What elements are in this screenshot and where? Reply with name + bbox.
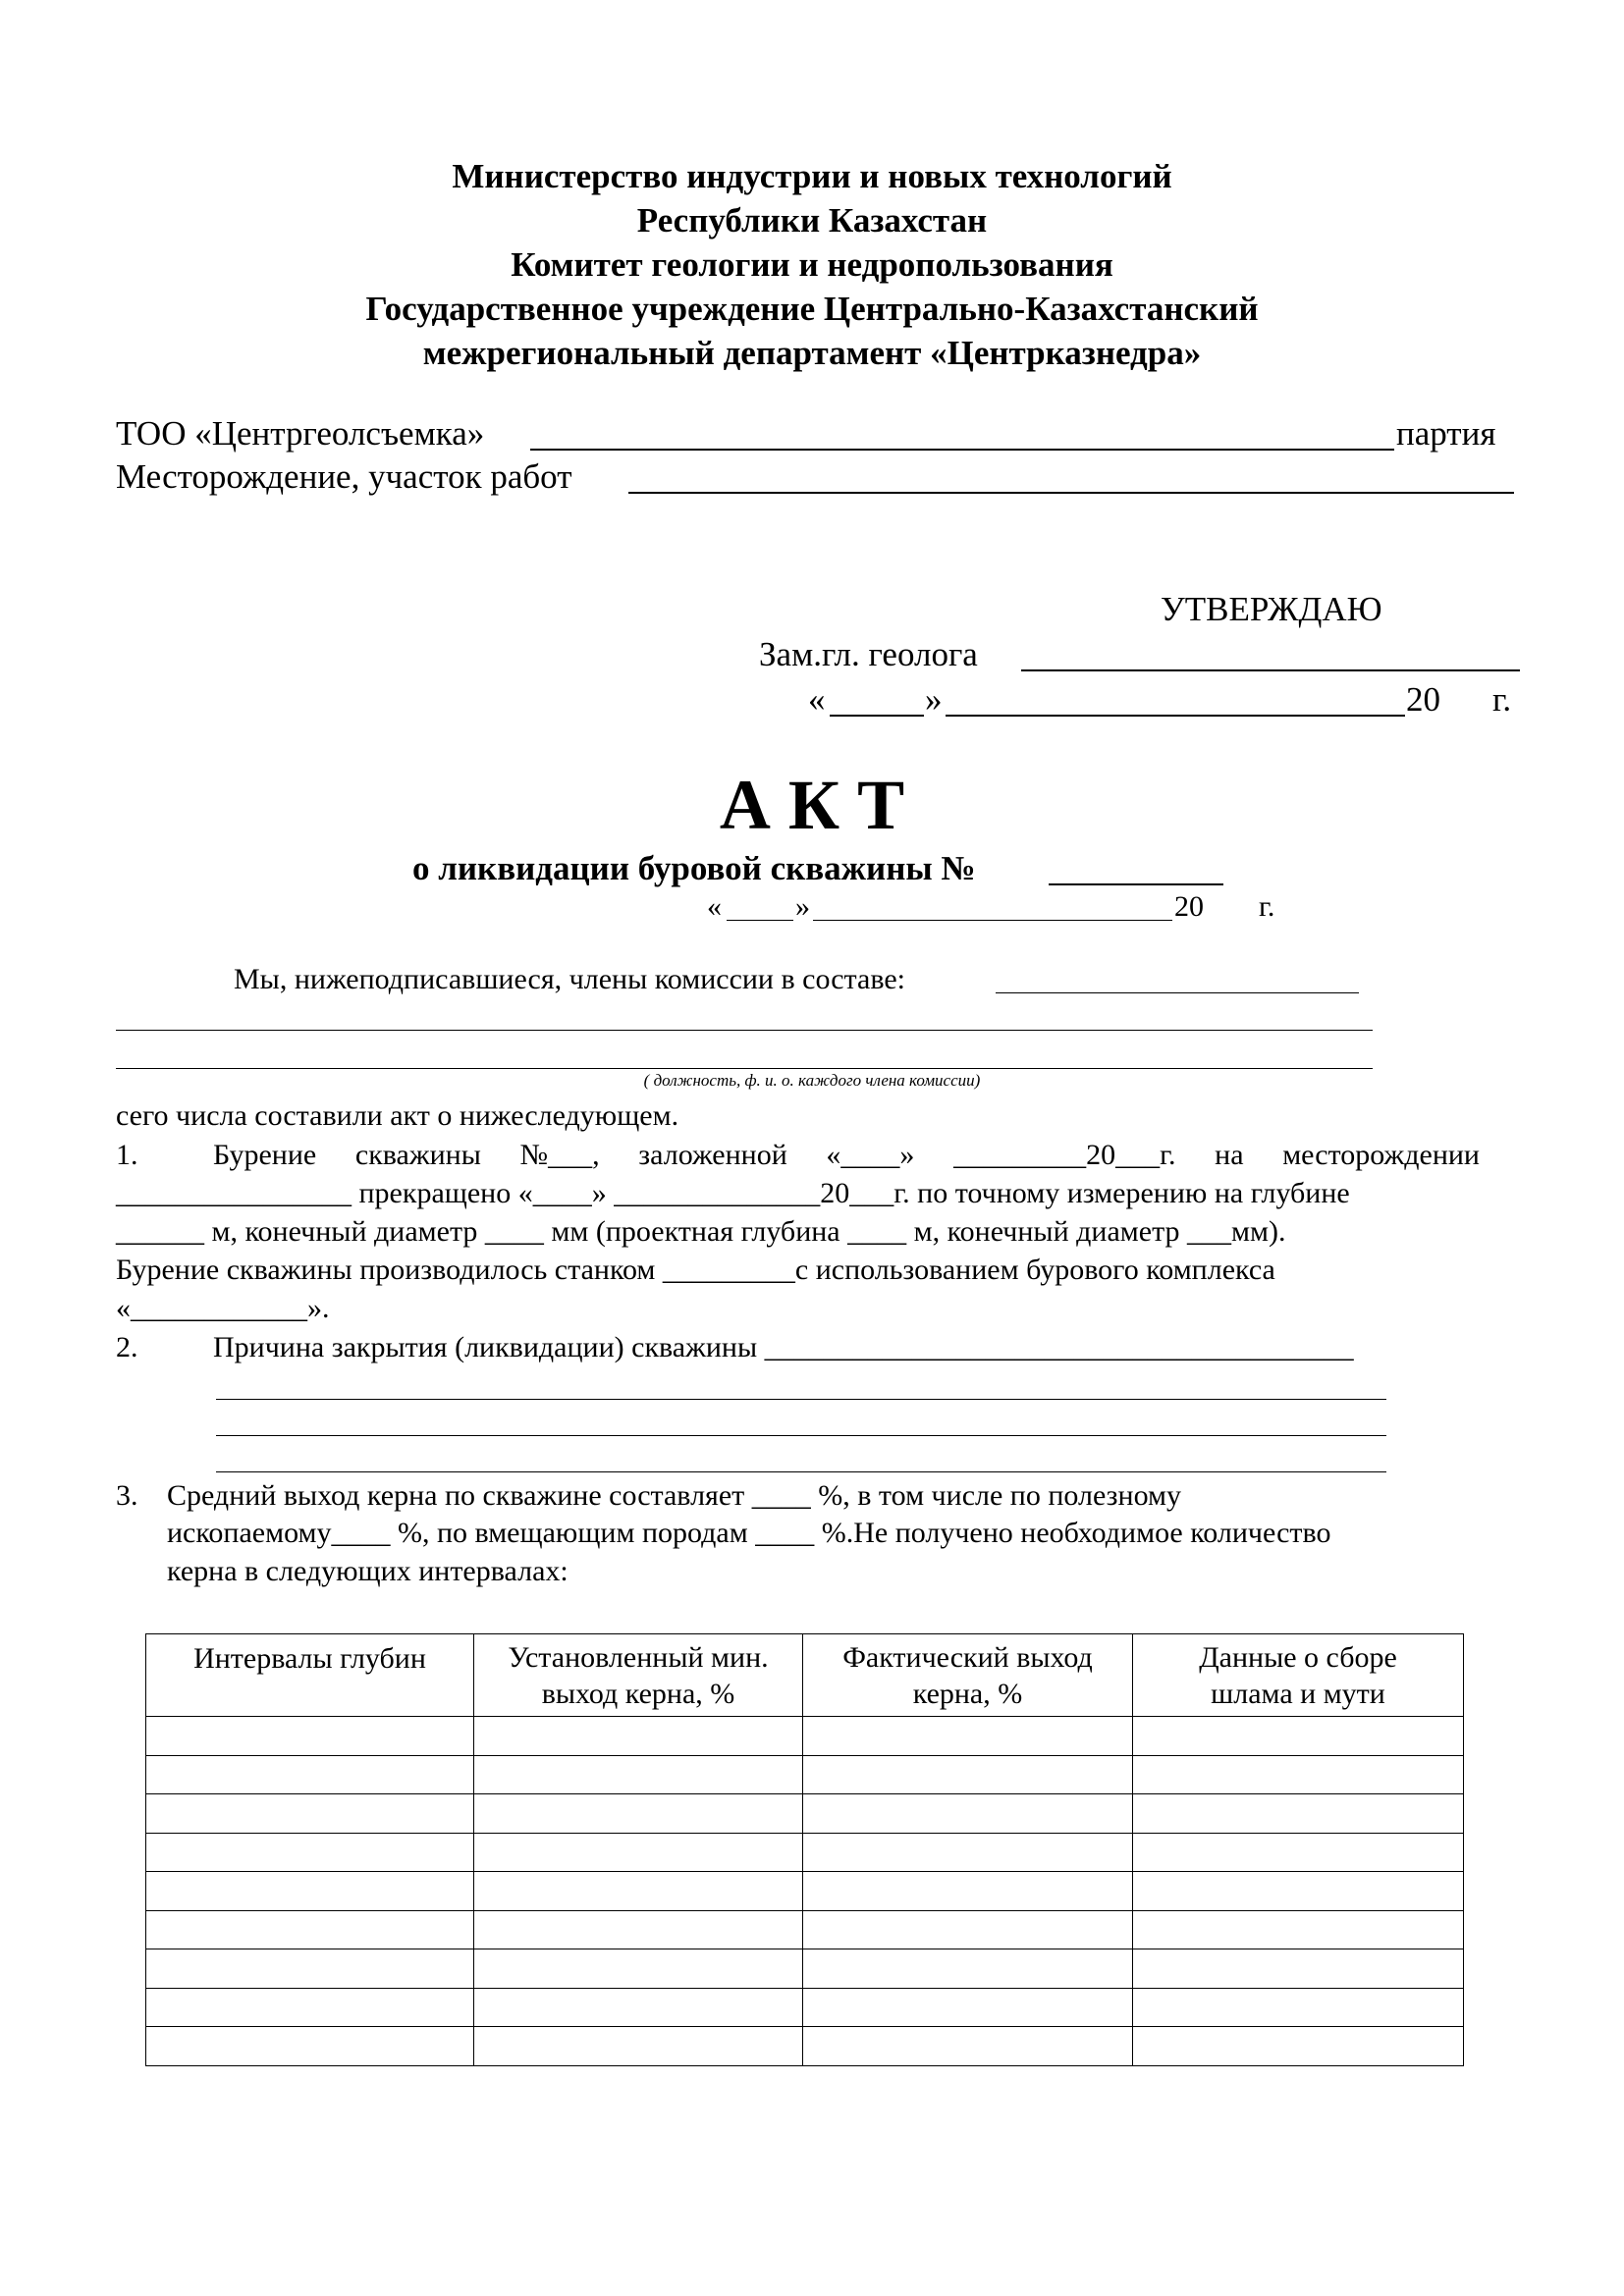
p1-word: заложенной [638,1139,787,1171]
table-row [146,1910,1464,1949]
table-cell[interactable] [803,1949,1133,1989]
table-cell[interactable] [474,1755,803,1794]
approval-quote-close: » [925,680,943,719]
department-title: межрегиональный департамент «Центрказнедра» [422,334,1202,372]
approval-month-blank[interactable] [946,715,1405,717]
table-cell[interactable] [1133,1988,1464,2027]
column-header-actual-core-yield: Фактический выход керна, % [803,1634,1133,1717]
p1-line-4: Бурение скважины производилось станком _________с использованием бурового комплекса [116,1254,1275,1286]
table-row [146,2027,1464,2066]
p1-line-2: ________________ прекращено «____» ______________20___г. по точному измерению на глубине [116,1177,1350,1209]
act-year: 20 [1174,890,1204,923]
table-cell[interactable] [1133,1717,1464,1756]
reason-blank-3[interactable] [216,1471,1386,1472]
table-cell[interactable] [1133,1949,1464,1989]
core-intervals-table [145,1633,1464,2066]
p1-word: скважины [354,1139,481,1171]
table-cell[interactable] [146,1717,474,1756]
p3-line-1: Средний выход керна по скважине составляет ____ %, в том числе по полезному [167,1479,1181,1512]
reason-blank-1[interactable] [216,1399,1386,1400]
act-quote-open: « [707,890,722,923]
p1-line-3: ______ м, конечный диаметр ____ мм (проектная глубина ____ м, конечный диаметр ___мм). [116,1215,1286,1248]
table-cell[interactable] [146,1755,474,1794]
act-quote-close: » [795,890,810,923]
table-row [146,1833,1464,1872]
act-month-blank[interactable] [813,920,1172,921]
p1-line-5: «____________». [116,1292,330,1324]
table-cell[interactable] [474,1794,803,1834]
p2-text: Причина закрытия (ликвидации) скважины ________________________________________ [213,1331,1354,1363]
act-year-suffix: г. [1259,890,1275,923]
table-cell[interactable] [803,1755,1133,1794]
table-cell[interactable] [146,1949,474,1989]
table-cell[interactable] [474,1988,803,2027]
table-cell[interactable] [803,1910,1133,1949]
table-cell[interactable] [474,1717,803,1756]
p3-number: 3. [116,1479,138,1512]
table-cell[interactable] [1133,1755,1464,1794]
approval-year-suffix: г. [1492,680,1512,719]
table-cell[interactable] [803,1833,1133,1872]
table-cell[interactable] [146,2027,474,2066]
table-header-row [146,1634,1464,1717]
statement-text: сего числа составили акт о нижеследующем. [116,1099,679,1132]
republic-title: Республики Казахстан [636,201,988,240]
table-cell[interactable] [146,1833,474,1872]
table-cell[interactable] [474,1949,803,1989]
p3-line-3: керна в следующих интервалах: [167,1555,568,1587]
p1-word: №___, [519,1139,600,1171]
table-cell[interactable] [146,1988,474,2027]
table-cell[interactable] [803,1717,1133,1756]
table-cell[interactable] [803,2027,1133,2066]
table-cell[interactable] [1133,1872,1464,1911]
table-cell[interactable] [474,1833,803,1872]
table-row [146,1949,1464,1989]
act-day-blank[interactable] [727,920,793,921]
table-cell[interactable] [803,1794,1133,1834]
table-cell[interactable] [474,1872,803,1911]
act-subtitle: о ликвидации буровой скважины № [412,849,976,887]
column-header-depth-intervals: Интервалы глубин [146,1634,474,1717]
field-label: Месторождение, участок работ [116,457,572,496]
table-row [146,1755,1464,1794]
table-cell[interactable] [146,1872,474,1911]
p1-number: 1. [116,1139,138,1171]
table-cell[interactable] [1133,2027,1464,2066]
table-cell[interactable] [803,1988,1133,2027]
ministry-title: Министерство индустрии и новых технологий [452,157,1172,195]
table-row [146,1794,1464,1834]
approval-position: Зам.гл. геолога [759,635,978,673]
p1-word: _________20___г. [953,1139,1176,1171]
table-cell[interactable] [474,2027,803,2066]
table-cell[interactable] [146,1794,474,1834]
table-cell[interactable] [803,1872,1133,1911]
approval-title: УТВЕРЖДАЮ [1161,590,1382,628]
table-cell[interactable] [1133,1833,1464,1872]
p1-line-1 [213,1137,1480,1174]
table-row [146,1717,1464,1756]
party-label: партия [1396,414,1496,453]
table-row [146,1872,1464,1911]
party-blank[interactable] [530,449,1394,451]
act-title: А К Т [719,766,905,844]
column-header-sludge-data: Данные о сборе шлама и мути [1133,1634,1464,1717]
commission-intro: Мы, нижеподписавшиеся, члены комиссии в составе: [234,963,905,995]
approval-day-blank[interactable] [830,715,924,717]
commission-blank-2[interactable] [116,1030,1373,1031]
commission-blank-3[interactable] [116,1068,1373,1069]
p1-word: месторождении [1282,1139,1480,1171]
table-cell[interactable] [1133,1794,1464,1834]
field-blank[interactable] [628,492,1514,494]
p3-line-2: ископаемому____ %, по вмещающим породам ____ %.Не получено необходимое количество [167,1517,1331,1549]
well-number-blank[interactable] [1049,883,1223,885]
committee-title: Комитет геологии и недропользования [511,245,1113,284]
table-cell[interactable] [474,1910,803,1949]
column-header-min-core-yield: Установленный мин. выход керна, % [474,1634,803,1717]
reason-blank-2[interactable] [216,1435,1386,1436]
approval-year: 20 [1406,680,1440,719]
commission-blank-1[interactable] [996,992,1359,993]
p1-word: на [1215,1139,1244,1171]
p1-word: «____» [826,1139,915,1171]
approval-signature-blank[interactable] [1021,669,1520,671]
table-cell[interactable] [146,1910,474,1949]
institution-title: Государственное учреждение Центрально-Казахстанский [365,290,1259,328]
approval-quote-open: « [808,680,826,719]
table-row [146,1988,1464,2027]
company-label: ТОО «Центргеолсъемка» [116,414,485,453]
p1-word: Бурение [213,1139,317,1171]
table-cell[interactable] [1133,1910,1464,1949]
commission-caption: ( должность, ф. и. о. каждого члена комиссии) [643,1071,981,1090]
p2-number: 2. [116,1331,138,1363]
